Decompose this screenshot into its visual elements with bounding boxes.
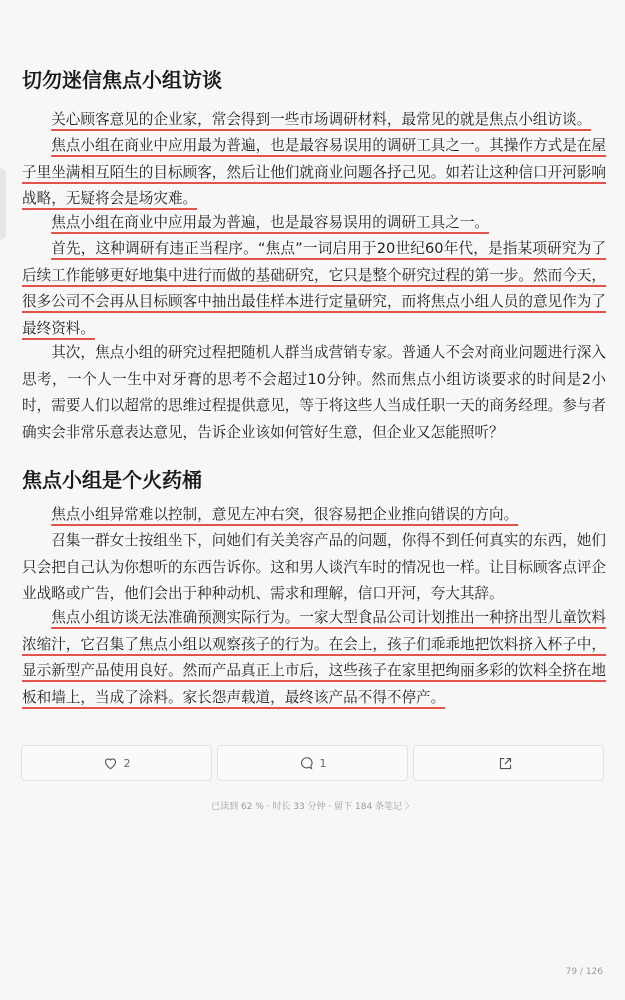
paragraph [22,210,606,237]
paragraph [22,236,606,342]
like-count: 2 [123,756,131,770]
action-bar [21,745,604,783]
side-edge-tab[interactable] [0,168,6,240]
highlight-text[interactable]: 关心顾客意见的企业家，常会得到一些市场调研材料，最常见的就是焦点小组访谈。 [51,111,592,128]
paragraph [22,107,606,134]
highlight-text[interactable]: 焦点小组异常难以控制，意见左冲右突，很容易把企业推向错误的方向。 [51,506,519,523]
comment-icon [299,756,314,771]
paragraph: 其次，焦点小组的研究过程把随机人群当成营销专家。普通人不会对商业问题进行深入思考，一个人一生中对牙膏的思考不会超过10分钟。然而焦点小组访谈要求的时间是2小时，需要人们以超常的思维过程提供意见，等于将这些人当成任职一天的商务经理。参与者确实会非常乐意表达意见，告诉企业该如何管好生意，但企业又怎能照听？ [22,344,606,441]
section-title-2: 焦点小组是个火药桶 [22,468,202,492]
share-icon [498,756,513,771]
highlight-text[interactable]: 焦点小组在商业中应用最为普遍，也是最容易误用的调研工具之一。其操作方式是在屋子里坐满相互陌生的目标顾客，然后让他们就商业问题各抒己见。如若让这种信口开河影响战略，无疑将会是场灾难。 [22,137,606,207]
highlight-text[interactable]: 焦点小组访谈无法准确预测实际行为。一家大型食品公司计划推出一种挤出型儿童饮料浓缩汁，它召集了焦点小组以观察孩子的行为。在会上，孩子们乖乖地把饮料挤入杯子中，显示新型产品使用良好。然而产品真正上市后，这些孩子在家里把绚丽多彩的饮料全挤在地板和墙上，当成了涂料。家长怨声载道，最终该产品不得不停产。 [22,609,606,706]
highlight-text[interactable]: 焦点小组在商业中应用最为普遍，也是最容易误用的调研工具之一。 [51,214,490,231]
paragraph [22,133,606,213]
comment-button[interactable] [217,745,408,781]
section-title-1: 切勿迷信焦点小组访谈 [22,68,222,92]
paragraph: 召集一群女士按组坐下，问她们有关美容产品的问题，你得不到任何真实的东西，她们只会把自己认为你想听的东西告诉你。这和男人谈汽车时的情况也一样。让目标顾客点评企业战略或广告，他们会出于种种动机、需求和理解，信口开河，夸大其辞。 [22,532,606,602]
share-button[interactable] [413,745,604,781]
page-indicator: 79 / 126 [565,967,603,977]
heart-icon [103,756,118,770]
paragraph [22,502,606,529]
like-button[interactable] [21,745,212,781]
paragraph [22,605,606,711]
highlight-text[interactable]: 首先，这种调研有违正当程序。“焦点”一词启用于20世纪60年代，是指某项研究为了后续工作能够更好地集中进行而做的基础研究，它只是整个研究过程的第一步。然而今天，很多公司不会再从目标顾客中抽出最佳样本进行定量研究，而将焦点小组人员的意见作为了最终资料。 [22,240,606,337]
comment-count: 1 [319,756,327,770]
reading-progress-link[interactable]: 已读到 62 % · 时长 33 分钟 · 留下 184 条笔记 〉 [211,802,414,812]
